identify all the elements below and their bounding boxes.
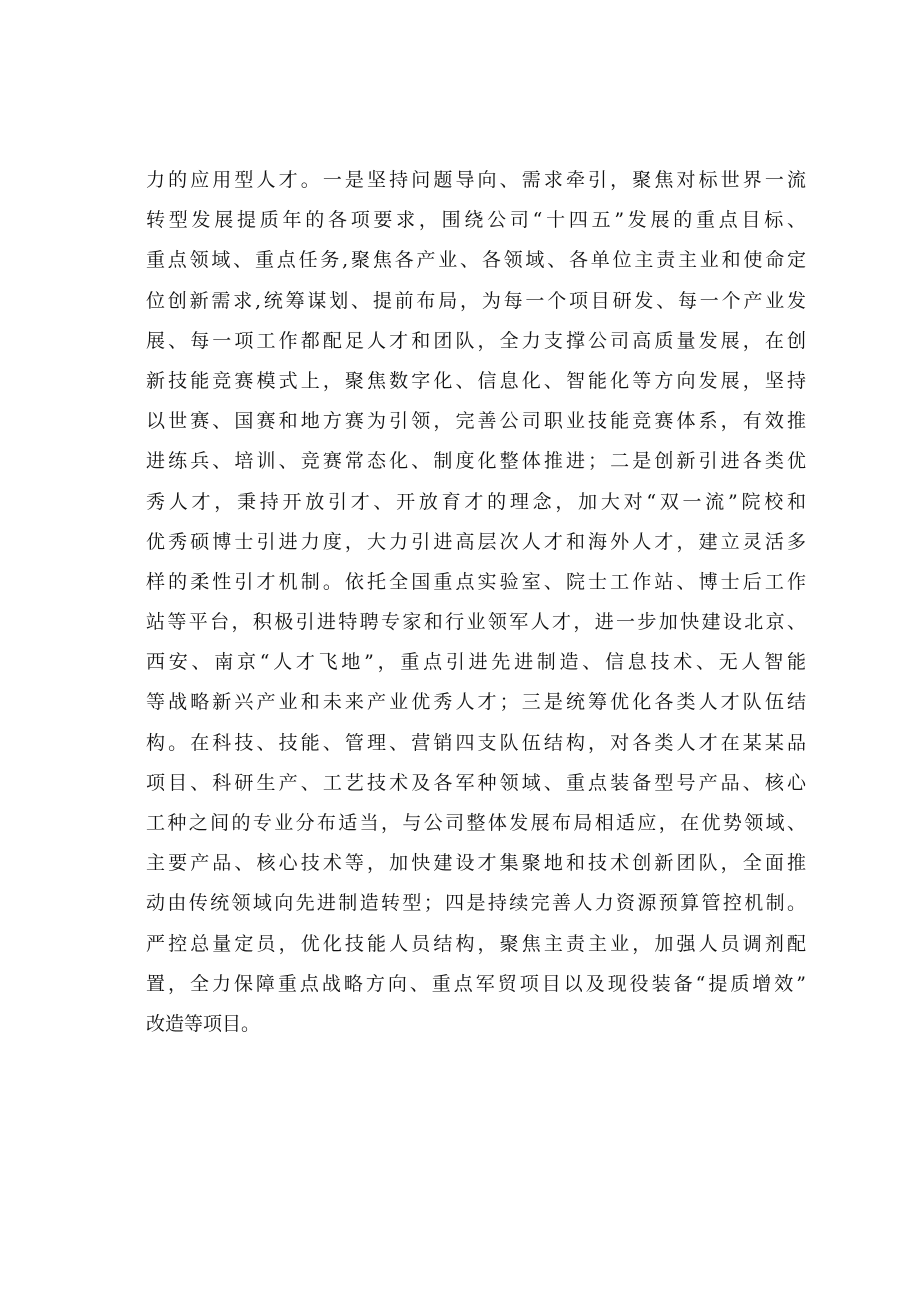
paragraph-line: 以世赛、国赛和地方赛为引领，完善公司职业技能竞赛体系，有效推: [146, 410, 806, 433]
paragraph-line: 力的应用型人才。一是坚持问题导向、需求牵引，聚焦对标世界一流: [146, 169, 806, 191]
paragraph-line: 动由传统领域向先进制造转型；四是持续完善人力资源预算管控机制。: [146, 892, 806, 915]
paragraph-line: 等战略新兴产业和未来产业优秀人才；三是统筹优化各类人才队伍结: [146, 691, 806, 714]
paragraph-line: 优秀硕博士引进力度，大力引进高层次人才和海外人才，建立灵活多: [146, 530, 806, 553]
paragraph-line: 项目、科研生产、工艺技术及各军种领域、重点装备型号产品、核心: [146, 771, 806, 794]
paragraph-line: 构。在科技、技能、管理、营销四支队伍结构，对各类人才在某某品: [146, 731, 806, 754]
paragraph-line: 位创新需求,统筹谋划、提前布局，为每一个项目研发、每一个产业发: [146, 289, 806, 312]
paragraph-line: 新技能竞赛模式上，聚焦数字化、信息化、智能化等方向发展，坚持: [146, 369, 806, 392]
paragraph-line: 改造等项目。: [146, 1012, 261, 1035]
body-paragraph: [146, 160, 806, 1044]
paragraph-line: 置，全力保障重点战略方向、重点军贸项目以及现役装备“提质增效”: [146, 972, 806, 995]
paragraph-line: 重点领域、重点任务,聚焦各产业、各领域、各单位主责主业和使命定: [146, 249, 806, 272]
paragraph-line: 站等平台，积极引进特聘专家和行业领军人才，进一步加快建设北京、: [146, 611, 806, 634]
paragraph-line: 转型发展提质年的各项要求，围绕公司“十四五”发展的重点目标、: [146, 209, 806, 232]
paragraph-line: 严控总量定员，优化技能人员结构，聚焦主责主业，加强人员调剂配: [146, 932, 806, 955]
paragraph-line: 样的柔性引才机制。依托全国重点实验室、院士工作站、博士后工作: [146, 570, 806, 593]
paragraph-line: 进练兵、培训、竞赛常态化、制度化整体推进；二是创新引进各类优: [146, 450, 806, 473]
paragraph-line: 西安、南京“人才飞地”，重点引进先进制造、信息技术、无人智能: [146, 651, 806, 674]
paragraph-line: 秀人才，秉持开放引才、开放育才的理念，加大对“双一流”院校和: [146, 490, 806, 513]
paragraph-line: 主要产品、核心技术等，加快建设才集聚地和技术创新团队，全面推: [146, 852, 806, 875]
paragraph-line: 展、每一项工作都配足人才和团队，全力支撑公司高质量发展，在创: [146, 329, 806, 352]
paragraph-line: 工种之间的专业分布适当，与公司整体发展布局相适应，在优势领域、: [146, 812, 806, 834]
